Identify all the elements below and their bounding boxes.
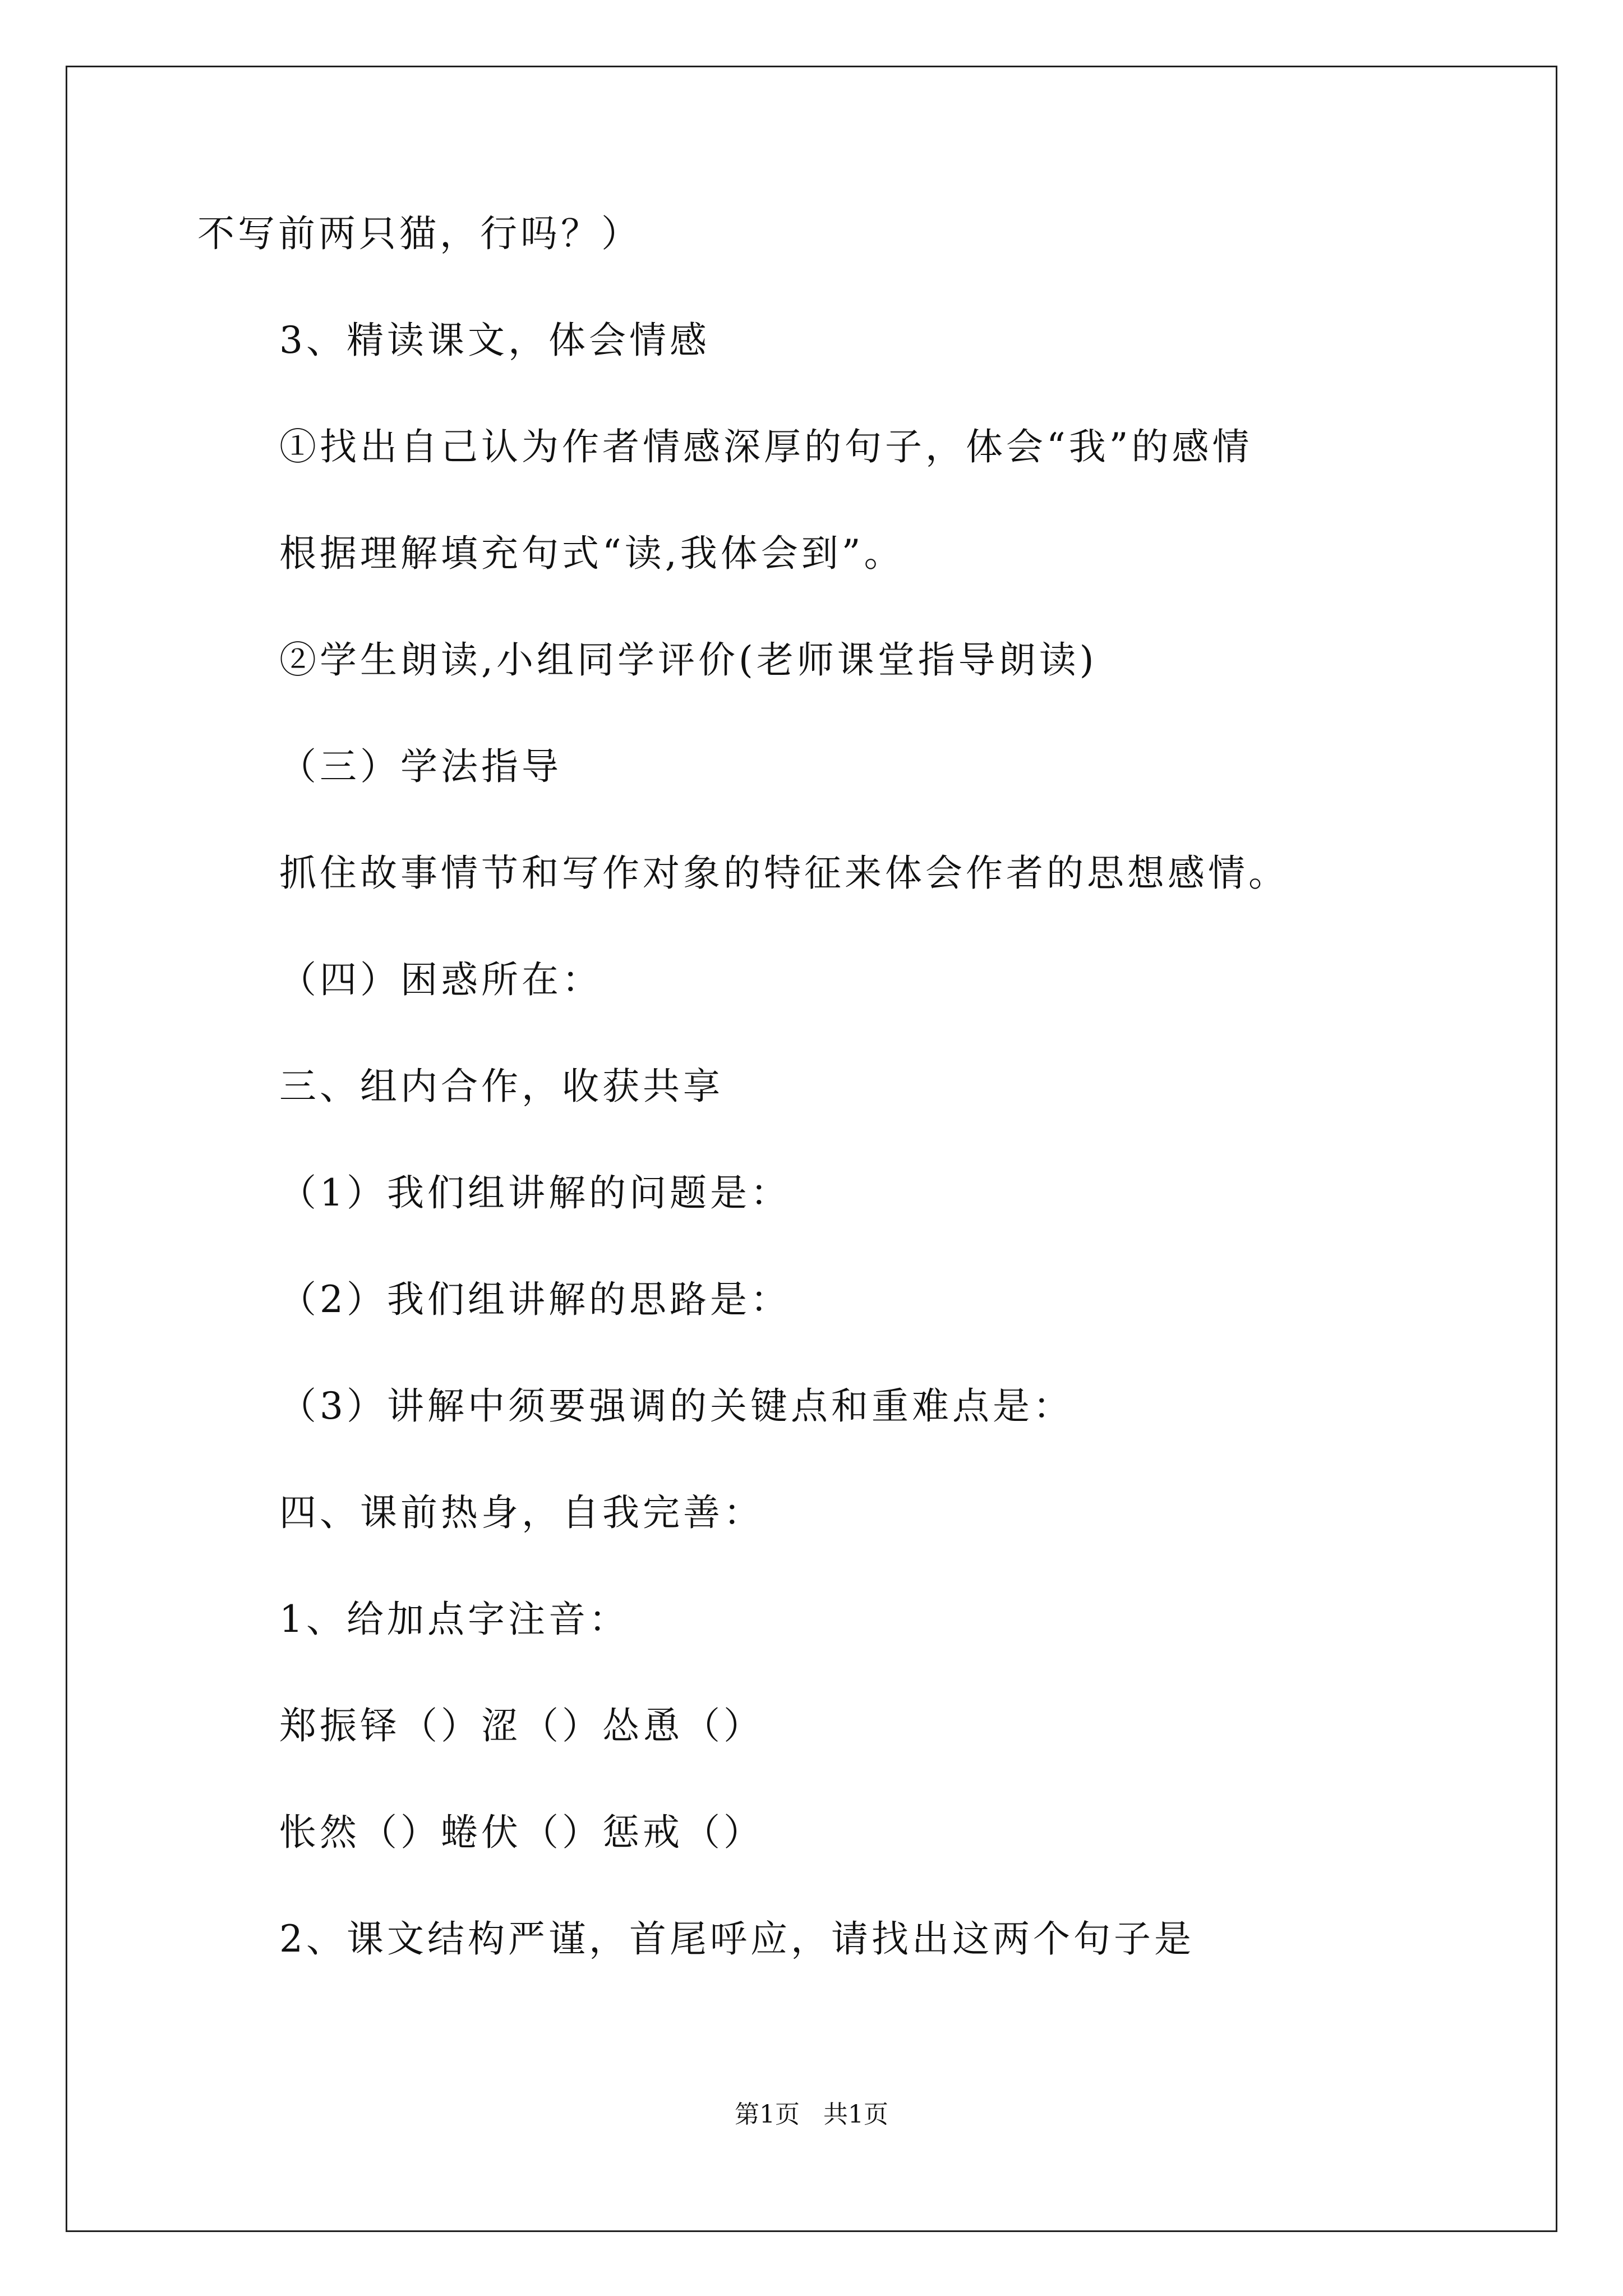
text-line: 抓住故事情节和写作对象的特征来体会作者的思想感情。 (279, 852, 1289, 895)
text-line: （2）我们组讲解的思路是： (279, 1278, 791, 1321)
text-line: ①找出自己认为作者情感深厚的句子，体会“我”的感情 (279, 425, 1253, 468)
text-line: （3）讲解中须要强调的关键点和重难点是： (279, 1384, 1073, 1428)
text-line: （1）我们组讲解的问题是： (279, 1171, 791, 1214)
text-line: 怅然（）蜷伏（）惩戒（） (279, 1811, 764, 1854)
text-line: 3、精读课文，体会情感 (279, 319, 710, 362)
text-line: 根据理解填充句式“读,我体会到”。 (279, 532, 905, 575)
text-line: 1、给加点字注音： (279, 1598, 629, 1641)
text-line: （三）学法指导 (279, 745, 562, 788)
text-line: 三、组内合作，收获共享 (279, 1065, 723, 1108)
page-border (66, 66, 1557, 2232)
text-line: 郑振铎（）涩（）怂恿（） (279, 1704, 764, 1747)
text-line: （四）困惑所在： (279, 958, 602, 1001)
page-footer: 第1页 共1页 (735, 2100, 888, 2129)
text-line: 不写前两只猫，行吗？） (197, 212, 642, 255)
text-line: 四、课前热身，自我完善： (279, 1491, 764, 1534)
text-line: 2、课文结构严谨，首尾呼应，请找出这两个句子是 (279, 1917, 1195, 1961)
text-line: ②学生朗读,小组同学评价(老师课堂指导朗读) (279, 638, 1098, 682)
